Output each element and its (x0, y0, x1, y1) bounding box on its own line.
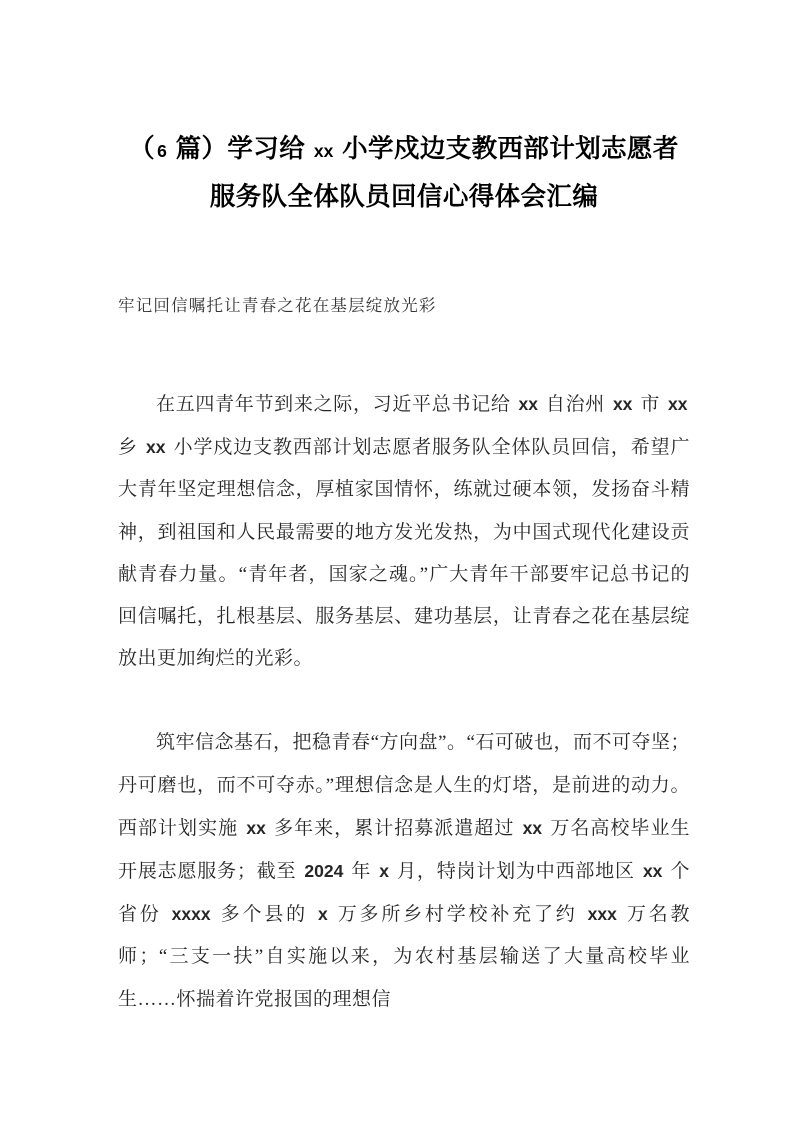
inline-placeholder: 2024 (304, 861, 344, 882)
document-body (118, 320, 690, 1021)
body-paragraph-2-text: 筑牢信念基石，把稳青春“方向盘”。“石可破也，而不可夺坚；丹可磨也，而不可夺赤。”理想信念是人生的灯塔，是前进的动力。西部计划实施 xx 多年来，累计招募派遣超过 xx 万名高校毕业生开展志愿服务；截至 2024 年 x 月，特岗计划为中西部地区 xx 个省份 xxxx 多个县的 x 万多所乡村学校补充了约 xxx 万名教师；“三支一扶”自实施以来，为农村基层输送了大量高校毕业生……怀揣着许党报国的理想信 (118, 732, 690, 1010)
inline-placeholder: xx (642, 861, 663, 882)
document-subtitle-text: 牢记回信嘱托让青春之花在基层绽放光彩 (118, 296, 437, 315)
inline-placeholder: xxx (587, 904, 617, 925)
inline-placeholder: 6 (157, 141, 167, 161)
document-content-column (118, 0, 690, 1021)
body-paragraph-1 (118, 383, 690, 680)
body-paragraph-1-text: 在五四青年节到来之际，习近平总书记给 xx 自治州 xx 市 xx 乡 xx 小学戍边支教西部计划志愿者服务队全体队员回信，希望广大青年坚定理想信念，厚植家国情怀，练就过硬本领，发扬奋斗精神，到祖国和人民最需要的地方发光发热，为中国式现代化建设贡献青春力量。“青年者，国家之魂。”广大青年干部要牢记总书记的回信嘱托，扎根基层、服务基层、建功基层，让青春之花在基层绽放出更加绚烂的光彩。 (118, 394, 690, 670)
body-paragraph-2 (118, 722, 690, 1020)
inline-placeholder: x (379, 861, 390, 882)
document-subtitle (118, 220, 690, 320)
inline-placeholder: x (317, 904, 328, 925)
inline-placeholder: xx (146, 437, 166, 458)
inline-placeholder: xx (518, 394, 538, 414)
inline-placeholder: xxxx (171, 904, 211, 925)
inline-placeholder: xx (522, 817, 543, 838)
document-title-text: （ 6 篇）学习给 xx 小学戍边支教西部计划志愿者服务队全体队员回信心得体会汇编 (129, 134, 679, 211)
inline-placeholder: xx (668, 394, 688, 414)
inline-placeholder: xx (612, 394, 633, 414)
page-title (118, 0, 690, 220)
inline-placeholder: xx (313, 141, 334, 161)
inline-placeholder: xx (246, 817, 266, 838)
